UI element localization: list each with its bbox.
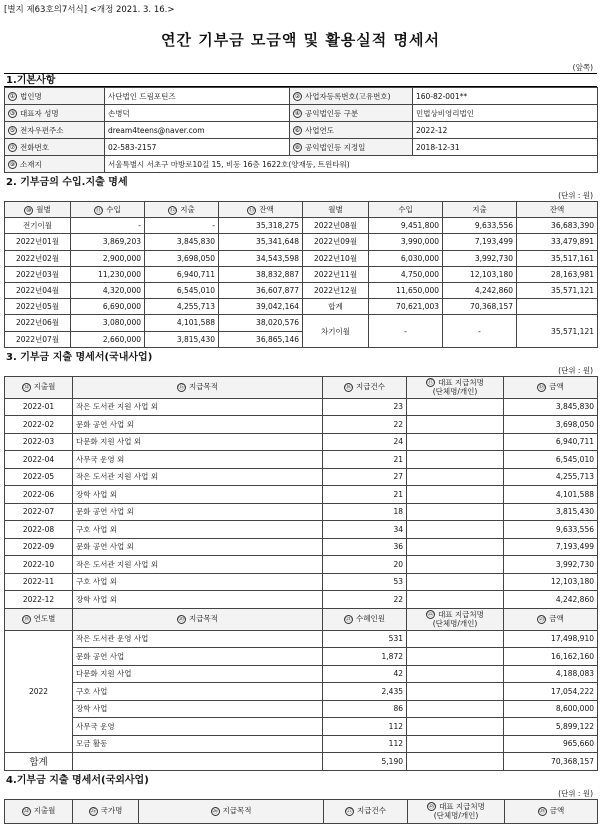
income-row: [5, 315, 598, 331]
basic-label: [5, 139, 105, 156]
beneficiaries: 2,435: [323, 683, 407, 701]
balance-cell: 35,571,121: [517, 282, 598, 298]
payment-count: 22: [323, 416, 407, 434]
domestic-expense-table: [4, 376, 598, 771]
income-cell: 4,320,000: [71, 282, 145, 298]
payment-count: 18: [323, 503, 407, 521]
basic-info-row: [5, 139, 598, 156]
domestic-row: [5, 451, 598, 469]
item-number: ②: [294, 93, 301, 100]
expense-month: 2022-05: [5, 468, 73, 486]
item-label: 법인명: [20, 91, 42, 101]
yearly-purpose: 구호 사업: [73, 683, 323, 701]
basic-info-row: [5, 122, 598, 139]
yearly-amount: 4,188,083: [504, 665, 598, 683]
payment-count: 34: [323, 521, 407, 539]
expense-cell: 3,815,430: [145, 331, 219, 347]
income-row: [5, 266, 598, 282]
yearly-purpose: 모금 활동: [73, 735, 323, 753]
amount: 7,193,499: [504, 538, 598, 556]
month-cell: 2022년08월: [303, 218, 369, 234]
yearly-purpose: 장학 사업: [73, 700, 323, 718]
header-overseas-count: ㉗ 지급건수: [324, 799, 408, 823]
balance-cell: 34,543,598: [219, 250, 303, 266]
header-expense-month: ⑭ 지출월: [5, 376, 73, 398]
balance-cell: 36,865,146: [219, 331, 303, 347]
header-overseas-month: ㉔ 지출월: [5, 799, 73, 823]
expense-month: 2022-07: [5, 503, 73, 521]
year-cell: 2022: [5, 630, 73, 753]
balance-cell: 36,607,877: [219, 282, 303, 298]
domestic-row: [5, 486, 598, 504]
balance-cell: 28,163,981: [517, 266, 598, 282]
yearly-row: [5, 683, 598, 701]
income-cell: 3,990,000: [369, 234, 443, 250]
yearly-payee: [407, 735, 504, 753]
basic-value: 민법상비영리법인: [413, 105, 598, 122]
total-beneficiaries: 5,190: [323, 753, 407, 771]
item-number: ⑤: [9, 127, 16, 134]
payee: [407, 556, 504, 574]
basic-info-row: [5, 105, 598, 122]
item-number: ⑥: [294, 127, 301, 134]
statement-page: [4, 3, 597, 824]
payee: [407, 503, 504, 521]
section-overseas-title: 4.기부금 지출 명세서(국외사업): [6, 774, 149, 786]
expense-cell: 4,255,713: [145, 299, 219, 315]
payee: [407, 416, 504, 434]
expense-cell: 3,698,050: [145, 250, 219, 266]
expense-cell: 70,368,157: [443, 299, 517, 315]
amount: 12,103,180: [504, 573, 598, 591]
amount: 4,242,860: [504, 591, 598, 609]
income-cell: 4,750,000: [369, 266, 443, 282]
balance-cell: 38,832,887: [219, 266, 303, 282]
domestic-unit: (단위 : 원): [558, 365, 593, 375]
month-cell: 2022년11월: [303, 266, 369, 282]
income-row: [5, 282, 598, 298]
expense-month: 2022-04: [5, 451, 73, 469]
payment-count: 23: [323, 398, 407, 416]
yearly-amount: 965,660: [504, 735, 598, 753]
amount: 6,545,010: [504, 451, 598, 469]
payee: [407, 573, 504, 591]
amount: 3,992,730: [504, 556, 598, 574]
month-cell: 전기이월: [5, 218, 71, 234]
page-side-label: (앞쪽): [572, 63, 593, 72]
yearly-amount: 8,600,000: [504, 700, 598, 718]
payment-count: 27: [323, 468, 407, 486]
carry-forward-label: 차기이월: [303, 315, 369, 347]
yearly-row: [5, 630, 598, 648]
purpose: 구호 사업 외: [73, 573, 323, 591]
income-header-row: [5, 202, 598, 218]
total-row: [5, 753, 598, 771]
total-label: 합계: [5, 753, 73, 771]
carry-balance: 35,571,121: [517, 315, 598, 347]
yearly-amount: 5,899,122: [504, 718, 598, 736]
expense-cell: 3,992,730: [443, 250, 517, 266]
expense-cell: 12,103,180: [443, 266, 517, 282]
header-income-2: 수입: [369, 202, 443, 218]
yearly-amount: 16,162,160: [504, 648, 598, 666]
basic-label: [5, 88, 105, 105]
total-payee: [407, 753, 504, 771]
payee: [407, 451, 504, 469]
income-cell: 3,080,000: [71, 315, 145, 331]
expense-cell: 6,940,711: [145, 266, 219, 282]
domestic-row: [5, 538, 598, 556]
beneficiaries: 86: [323, 700, 407, 718]
yearly-row: [5, 700, 598, 718]
payee: [407, 591, 504, 609]
overseas-unit: (단위 : 원): [558, 788, 593, 798]
header-month: ⑩ 월별: [5, 202, 71, 218]
domestic-row: [5, 398, 598, 416]
beneficiaries: 42: [323, 665, 407, 683]
expense-month: 2022-11: [5, 573, 73, 591]
payment-count: 24: [323, 433, 407, 451]
domestic-row: [5, 468, 598, 486]
payment-count: 21: [323, 486, 407, 504]
header-expense-2: 지출: [443, 202, 517, 218]
expense-month: 2022-03: [5, 433, 73, 451]
income-cell: 2,900,000: [71, 250, 145, 266]
yearly-payee: [407, 718, 504, 736]
expense-month: 2022-08: [5, 521, 73, 539]
yearly-payee: [407, 648, 504, 666]
yearly-purpose: 작은 도서관 운영 사업: [73, 630, 323, 648]
header-balance-2: 잔액: [517, 202, 598, 218]
yearly-amount: 17,498,910: [504, 630, 598, 648]
domestic-row: [5, 556, 598, 574]
purpose: 장학 사업 외: [73, 486, 323, 504]
section-domestic-title: 3. 기부금 지출 명세서(국내사업): [6, 351, 153, 363]
yearly-row: [5, 648, 598, 666]
amount: 4,101,588: [504, 486, 598, 504]
balance-cell: 38,020,576: [219, 315, 303, 331]
basic-value: 2018-12-31: [413, 139, 598, 156]
income-cell: -: [71, 218, 145, 234]
basic-label: [290, 88, 413, 105]
income-cell: 3,869,203: [71, 234, 145, 250]
basic-value: 손병덕: [105, 105, 290, 122]
item-label: 소재지: [20, 159, 42, 169]
expense-cell: 4,242,860: [443, 282, 517, 298]
income-unit: (단위 : 원): [558, 191, 593, 200]
expense-cell: 9,633,556: [443, 218, 517, 234]
basic-value: 사단법인 드림포틴즈: [105, 88, 290, 105]
income-cell: 11,650,000: [369, 282, 443, 298]
yearly-payee: [407, 665, 504, 683]
payee: [407, 433, 504, 451]
income-cell: 2,660,000: [71, 331, 145, 347]
address-row: [5, 156, 598, 173]
expense-month: 2022-10: [5, 556, 73, 574]
purpose: 작은 도서관 지원 사업 외: [73, 398, 323, 416]
expense-cell: 7,193,499: [443, 234, 517, 250]
income-row: [5, 250, 598, 266]
payment-count: 36: [323, 538, 407, 556]
header-beneficiaries: ㉑ 수혜인원: [323, 608, 407, 630]
expense-cell: 3,845,830: [145, 234, 219, 250]
income-cell: 11,230,000: [71, 266, 145, 282]
payee: [407, 538, 504, 556]
basic-value: 02-583-2157: [105, 139, 290, 156]
payment-count: 20: [323, 556, 407, 574]
basic-label: [290, 139, 413, 156]
item-label: 공익법인등 지정일: [305, 142, 366, 152]
month-cell: 2022년02월: [5, 250, 71, 266]
balance-cell: 33,479,891: [517, 234, 598, 250]
payee: [407, 398, 504, 416]
yearly-purpose: 문화 공연 사업: [73, 648, 323, 666]
domestic-row: [5, 521, 598, 539]
item-number: ①: [9, 93, 16, 100]
basic-info-table: [4, 87, 598, 173]
balance-cell: 35,318,275: [219, 218, 303, 234]
overseas-expense-table: [4, 799, 598, 824]
basic-info-row: [5, 88, 598, 105]
total-label: 합계: [303, 299, 369, 315]
yearly-row: [5, 735, 598, 753]
address-value: 서울특별시 서초구 마방로10길 15, 비동 16층 1622호(양재동, 트윈타워): [105, 156, 598, 173]
header-overseas-amount: ㉙ 금액: [505, 799, 598, 823]
header-expense: ⑫ 지출: [145, 202, 219, 218]
yearly-row: [5, 718, 598, 736]
beneficiaries: 531: [323, 630, 407, 648]
month-cell: 2022년12월: [303, 282, 369, 298]
basic-label: [290, 122, 413, 139]
basic-label: [5, 105, 105, 122]
item-number: ⑧: [294, 144, 301, 151]
header-overseas-payee: ㉘ 대표 지급처명 (단체명/개인): [408, 799, 505, 823]
month-cell: 2022년01월: [5, 234, 71, 250]
purpose: 작은 도서관 지원 사업 외: [73, 468, 323, 486]
income-cell: 9,451,800: [369, 218, 443, 234]
address-label: [5, 156, 105, 173]
domestic-row: [5, 416, 598, 434]
expense-month: 2022-01: [5, 398, 73, 416]
yearly-header-row: [5, 608, 598, 630]
income-cell: 6,690,000: [71, 299, 145, 315]
item-label: 대표자 성명: [20, 108, 59, 118]
amount: 3,815,430: [504, 503, 598, 521]
purpose: 사무국 운영 외: [73, 451, 323, 469]
month-cell: 2022년06월: [5, 315, 71, 331]
month-cell: 2022년10월: [303, 250, 369, 266]
payee: [407, 486, 504, 504]
balance-cell: 39,042,164: [219, 299, 303, 315]
item-label: 사업자등록번호(고유번호): [305, 91, 391, 101]
month-cell: 2022년05월: [5, 299, 71, 315]
balance-cell: 35,517,161: [517, 250, 598, 266]
income-row: [5, 299, 598, 315]
purpose: 문화 공연 사업 외: [73, 503, 323, 521]
purpose: 구호 사업 외: [73, 521, 323, 539]
payee: [407, 521, 504, 539]
expense-month: 2022-12: [5, 591, 73, 609]
amount: 6,940,711: [504, 433, 598, 451]
item-label: 사업연도: [305, 125, 334, 135]
header-count: ⑯ 지급건수: [323, 376, 407, 398]
header-year: ⑲ 연도별: [5, 608, 73, 630]
carry-income: -: [369, 315, 443, 347]
balance-cell: 36,683,390: [517, 218, 598, 234]
basic-label: [290, 105, 413, 122]
domestic-row: [5, 503, 598, 521]
beneficiaries: 1,872: [323, 648, 407, 666]
month-cell: 2022년04월: [5, 282, 71, 298]
header-yearly-amount: ㉓ 금액: [504, 608, 598, 630]
amount: 3,845,830: [504, 398, 598, 416]
payee: [407, 468, 504, 486]
header-overseas-purpose: ㉖ 지급목적: [139, 799, 324, 823]
domestic-row: [5, 573, 598, 591]
expense-cell: 6,545,010: [145, 282, 219, 298]
section-income-title: 2. 기부금의 수입.지출 명세: [6, 177, 128, 188]
header-payee: ⑰ 대표 지급처명 (단체명/개인): [407, 376, 504, 398]
payment-count: 53: [323, 573, 407, 591]
amount: 3,698,050: [504, 416, 598, 434]
domestic-row: [5, 433, 598, 451]
section-basic-title: 1.기본사항: [4, 73, 597, 87]
header-country: ㉕ 국가명: [73, 799, 139, 823]
amount: 9,633,556: [504, 521, 598, 539]
header-balance: ⑬ 잔액: [219, 202, 303, 218]
yearly-payee: [407, 630, 504, 648]
item-number: ④: [294, 110, 301, 117]
header-month-2: 월별: [303, 202, 369, 218]
header-income: ⑪ 수입: [71, 202, 145, 218]
beneficiaries: 112: [323, 735, 407, 753]
item-label: 공익법인등 구분: [305, 108, 359, 118]
yearly-amount: 17,054,222: [504, 683, 598, 701]
purpose: 문화 공연 사업 외: [73, 538, 323, 556]
expense-month: 2022-06: [5, 486, 73, 504]
header-yearly-purpose: ⑳ 지급목적: [73, 608, 323, 630]
basic-value: dream4teens@naver.com: [105, 122, 290, 139]
item-number: ③: [9, 110, 16, 117]
item-number: ⑨: [9, 161, 16, 168]
item-label: 전자우편주소: [20, 125, 64, 135]
total-purpose: [73, 753, 323, 771]
yearly-purpose: 다문화 지원 사업: [73, 665, 323, 683]
payment-count: 21: [323, 451, 407, 469]
income-cell: 6,030,000: [369, 250, 443, 266]
purpose: 문화 공연 사업 외: [73, 416, 323, 434]
yearly-row: [5, 665, 598, 683]
header-yearly-payee: ㉒ 대표 지급처명 (단체명/개인): [407, 608, 504, 630]
header-purpose: ⑮ 지급목적: [73, 376, 323, 398]
month-cell: 2022년09월: [303, 234, 369, 250]
purpose: 다문화 지원 사업 외: [73, 433, 323, 451]
balance-cell: [517, 299, 598, 315]
yearly-payee: [407, 700, 504, 718]
expense-month: 2022-02: [5, 416, 73, 434]
form-number: [별지 제63호의7서식] <개정 2021. 3. 16.>: [4, 5, 175, 15]
month-cell: 2022년07월: [5, 331, 71, 347]
beneficiaries: 112: [323, 718, 407, 736]
basic-label: [5, 122, 105, 139]
carry-expense: -: [443, 315, 517, 347]
basic-value: 2022-12: [413, 122, 598, 139]
item-label: 전화번호: [20, 142, 49, 152]
amount: 4,255,713: [504, 468, 598, 486]
yearly-purpose: 사무국 운영: [73, 718, 323, 736]
yearly-payee: [407, 683, 504, 701]
income-row: [5, 234, 598, 250]
payment-count: 22: [323, 591, 407, 609]
basic-value: 160-82-001**: [413, 88, 598, 105]
header-amount: ⑱ 금액: [504, 376, 598, 398]
expense-month: 2022-09: [5, 538, 73, 556]
purpose: 작은 도서관 지원 사업 외: [73, 556, 323, 574]
domestic-header-row: [5, 376, 598, 398]
income-cell: 70,621,003: [369, 299, 443, 315]
balance-cell: 35,341,648: [219, 234, 303, 250]
month-cell: 2022년03월: [5, 266, 71, 282]
purpose: 장학 사업 외: [73, 591, 323, 609]
total-amount: 70,368,157: [504, 753, 598, 771]
overseas-header-row: [5, 799, 598, 823]
income-row: [5, 218, 598, 234]
item-number: ⑦: [9, 144, 16, 151]
domestic-row: [5, 591, 598, 609]
document-title: 연간 기부금 모금액 및 활용실적 명세서: [161, 31, 440, 49]
expense-cell: -: [145, 218, 219, 234]
income-expense-table: [4, 201, 598, 348]
expense-cell: 4,101,588: [145, 315, 219, 331]
